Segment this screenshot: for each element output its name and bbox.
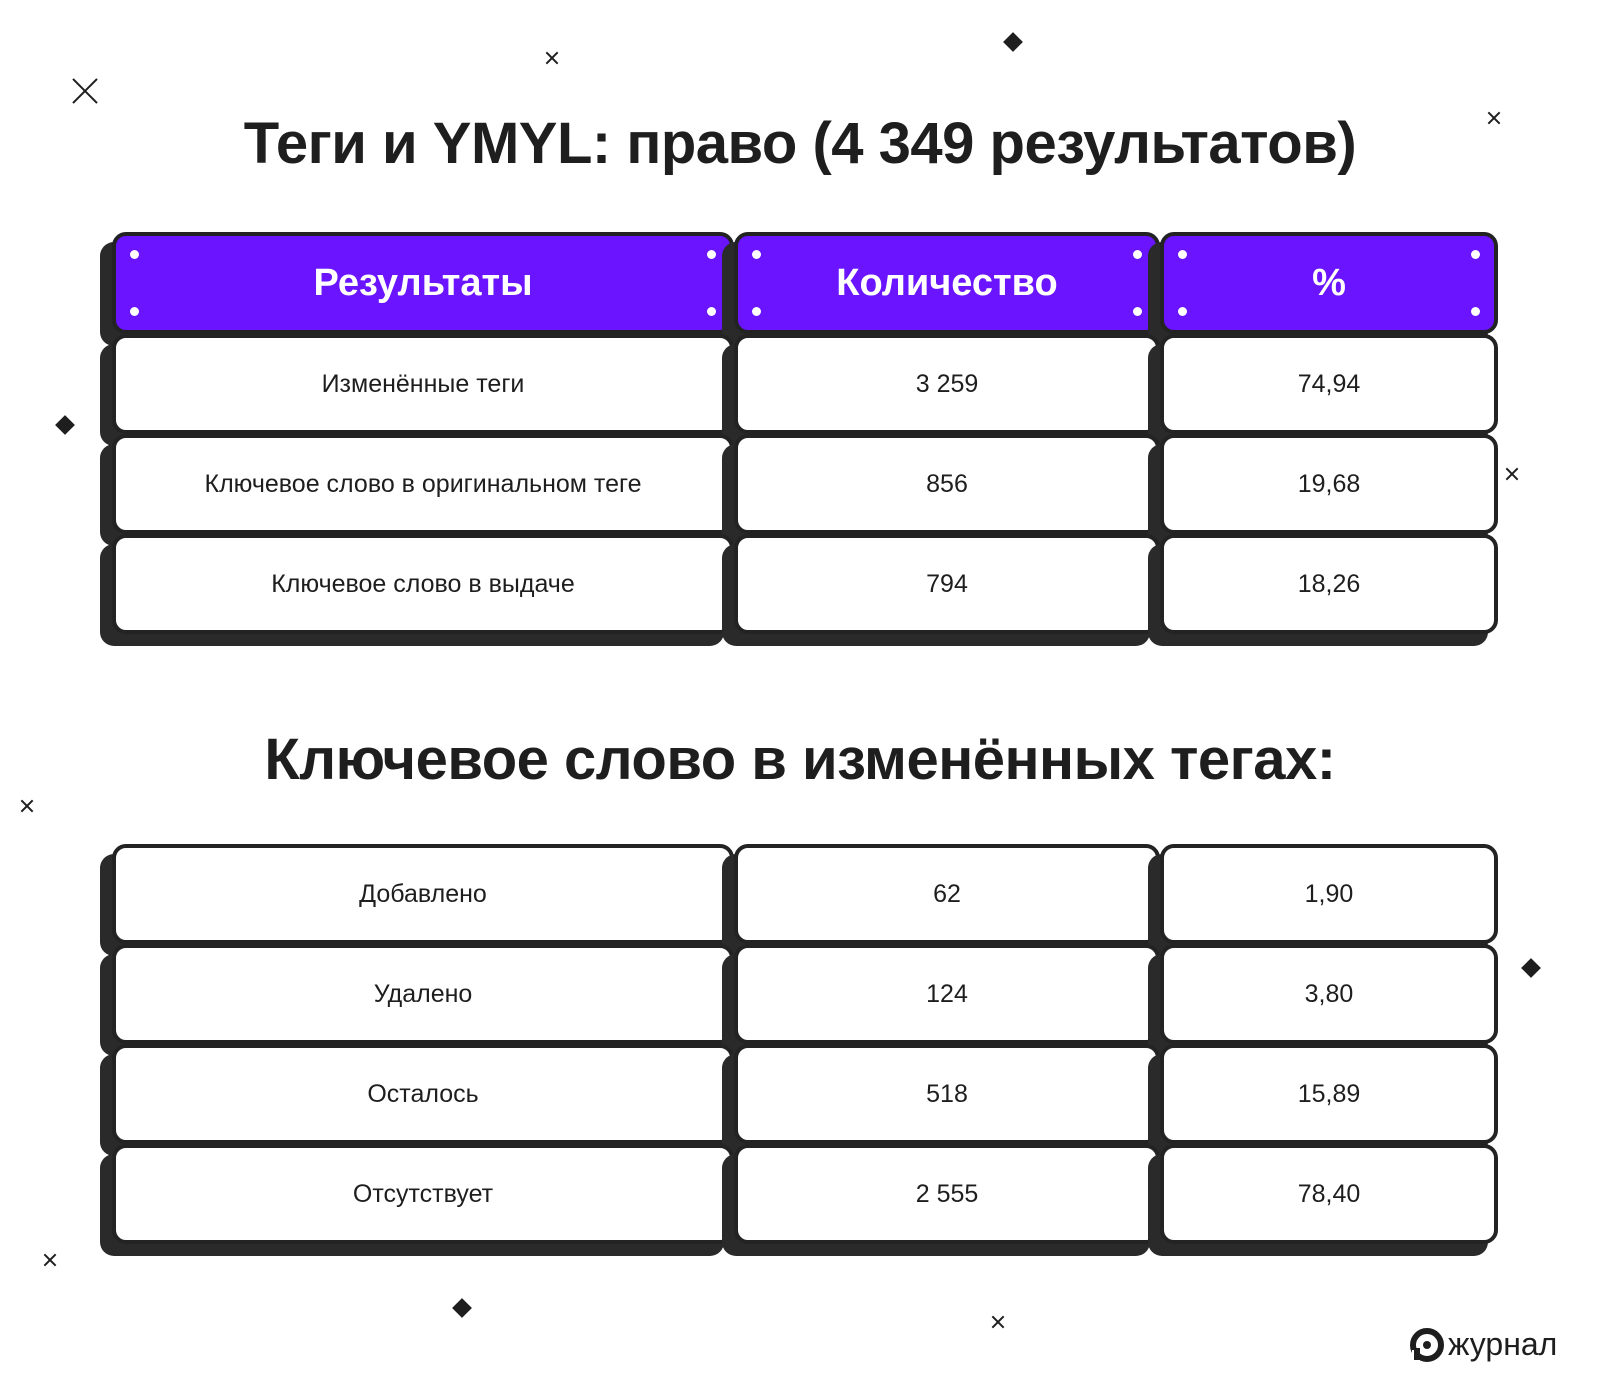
header-count: Количество xyxy=(836,261,1058,304)
row-percent: 1,90 xyxy=(1304,879,1354,908)
row-label: Осталось xyxy=(367,1079,479,1108)
keyword-table xyxy=(100,844,1512,1244)
header-percent: % xyxy=(1312,261,1346,304)
results-table xyxy=(100,232,1512,634)
table-row xyxy=(100,434,1512,534)
journal-logo xyxy=(1410,1326,1557,1363)
journal-logo-icon xyxy=(1410,1328,1444,1362)
row-percent: 15,89 xyxy=(1297,1079,1361,1108)
row-percent: 3,80 xyxy=(1304,979,1354,1008)
sparkle-icon xyxy=(19,798,35,814)
diamond-icon xyxy=(55,415,75,435)
row-percent: 78,40 xyxy=(1297,1179,1361,1208)
page-title: Теги и YMYL: право (4 349 результатов) xyxy=(243,111,1357,176)
header-cell xyxy=(734,232,1160,334)
header-cell xyxy=(1160,232,1498,334)
row-count: 518 xyxy=(926,1079,968,1108)
row-label: Добавлено xyxy=(359,879,487,908)
table-row xyxy=(100,1044,1512,1144)
row-percent: 18,26 xyxy=(1297,569,1361,598)
row-count: 124 xyxy=(926,979,968,1008)
row-percent: 19,68 xyxy=(1297,469,1361,498)
table-row xyxy=(100,1144,1512,1244)
row-label: Изменённые теги xyxy=(321,369,525,398)
row-count: 62 xyxy=(933,879,961,908)
row-percent: 74,94 xyxy=(1297,369,1361,398)
table-header-row xyxy=(100,232,1512,334)
sparkle-icon xyxy=(990,1314,1006,1330)
section-title: Ключевое слово в изменённых тегах: xyxy=(264,727,1336,792)
header-results: Результаты xyxy=(313,261,533,304)
row-label: Удалено xyxy=(373,979,473,1008)
sparkle-icon xyxy=(544,50,560,66)
sparkle-icon xyxy=(68,74,102,108)
table-row xyxy=(100,944,1512,1044)
row-count: 2 555 xyxy=(915,1179,979,1208)
logo-text: журнал xyxy=(1448,1326,1558,1362)
row-count: 3 259 xyxy=(915,369,979,398)
table-row xyxy=(100,844,1512,944)
diamond-icon xyxy=(1003,32,1023,52)
table-row xyxy=(100,334,1512,434)
table-row xyxy=(100,534,1512,634)
diamond-icon xyxy=(452,1298,472,1318)
row-count: 856 xyxy=(926,469,968,498)
header-cell xyxy=(112,232,734,334)
row-label: Ключевое слово в оригинальном теге xyxy=(204,469,642,498)
row-label: Отсутствует xyxy=(352,1179,494,1208)
row-count: 794 xyxy=(926,569,968,598)
sparkle-icon xyxy=(42,1252,58,1268)
row-label: Ключевое слово в выдаче xyxy=(271,569,575,598)
diamond-icon xyxy=(1521,958,1541,978)
